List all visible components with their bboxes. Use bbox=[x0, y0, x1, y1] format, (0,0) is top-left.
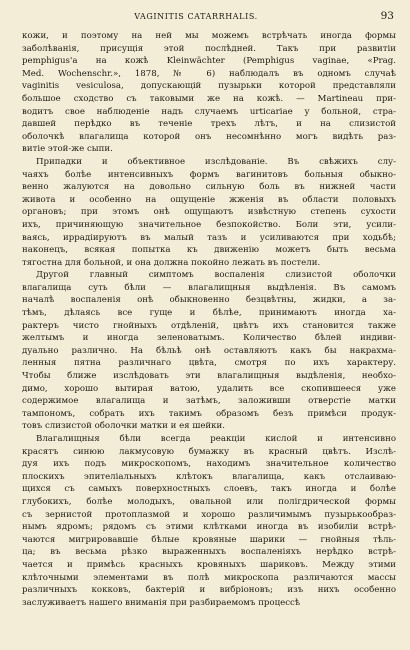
text-line: красятъ синюю лакмусовую бумажку въ красный цвѣтъ. Изслѣ- bbox=[22, 446, 396, 457]
text-line: нымъ ядромъ; рядомъ съ этими клѣтками иногда въ изобиліи встрѣ- bbox=[22, 522, 396, 533]
text-line: vaginitis vesiculosa, допускающій пузырьки которой представляли bbox=[22, 81, 396, 92]
text-line: Другой главный симптомъ воспаленія слизистой оболочки bbox=[36, 270, 396, 281]
body-text bbox=[22, 30, 396, 609]
running-head: VAGINITIS CATARRHALIS. bbox=[134, 12, 258, 21]
text-line: ца; въ весьма рѣзко выраженныхъ воспаленіяхъ нерѣдко встрѣ- bbox=[22, 547, 396, 558]
text-line: наконецъ, всякая попытка къ движенію можетъ быть весьма bbox=[22, 245, 396, 256]
text-line: желтымъ и иногда зеленоватымъ. Количество бѣлей индиви- bbox=[22, 333, 396, 344]
text-line: венно жалуются на довольно сильную боль въ нижней части bbox=[22, 182, 396, 193]
text-line: началѣ воспаленія онѣ обыкновенно безцвѣтны, жидки, а за- bbox=[22, 295, 396, 306]
text-line: различныхъ кокковъ, бактерій и вибріоновъ; изъ нихъ особенно bbox=[22, 585, 396, 596]
text-line: чаются мигрировавшіе бѣлые кровяные шарики — гнойныя тѣль- bbox=[22, 534, 396, 545]
text-line: ваясь, иррадіируютъ въ малый тазъ и усиливаются при ходьбѣ; bbox=[22, 232, 396, 243]
text-line: дуя ихъ подъ микроскопомъ, находимъ значительное количество bbox=[22, 459, 396, 470]
text-line: содержимое влагалища и затѣмъ, заложивши отверстіе матки bbox=[22, 396, 396, 407]
text-line: органовъ; при этомъ онѣ ощущаютъ извѣстную степень сухости bbox=[22, 207, 396, 218]
text-line: глубокихъ, болѣе молодыхъ, овальной или полігдрической формы bbox=[22, 496, 396, 507]
text-line: заболѣванія, присущія этой послѣдней. Такъ при развитіи bbox=[22, 43, 396, 54]
text-line: плоскихъ эпителіальныхъ клѣтокъ влагалища, какъ отслаиваю- bbox=[22, 471, 396, 482]
text-line: тѣмъ, дѣлаясь все гуще и бѣлѣе, принимаютъ иногда ха- bbox=[22, 308, 396, 319]
text-line: дуально различно. На бѣльѣ онѣ оставляютъ какъ бы накрахма- bbox=[22, 345, 396, 356]
text-line: водитъ свое наблюденіе надъ случаемъ urticariae у больной, стра- bbox=[22, 106, 396, 117]
text-line: тягостна для больной, и она должна покойно лежать въ постели. bbox=[22, 257, 321, 268]
text-line: ленныя пятна различнаго цвѣта, смотря по ихъ характеру. bbox=[22, 358, 396, 369]
text-line: клѣточными элементами въ полѣ микроскопа различаются массы bbox=[22, 572, 396, 583]
text-line: кожи, и поэтому на ней мы можемъ встрѣчать иногда формы bbox=[22, 31, 396, 41]
text-line: оболочкѣ влагалища которой онъ несомнѣнно могъ видѣть раз- bbox=[22, 131, 396, 142]
text-line: Чтобы ближе изслѣдовать эти влагалищныя выдѣленія, необхо- bbox=[22, 371, 396, 382]
text-line: тампономъ, собрать ихъ такимъ образомъ безъ примѣси продук- bbox=[22, 408, 396, 419]
text-line: pemphigus'а на кожѣ Kleinwächter (Pemphigus vaginae, «Prag. bbox=[22, 56, 396, 67]
text-line: съ зернистой протоплазмой и хорошо различимымъ пузырькообраз- bbox=[22, 509, 396, 520]
text-line: живота и особенно на ощущеніе жженія въ области половыхъ bbox=[22, 194, 396, 205]
text-line: влагалища суть бѣли — влагалищныя выдѣленія. Въ самомъ bbox=[22, 282, 396, 293]
text-line: чаяхъ болѣе интенсивныхъ формъ вагинитовъ больныя обыкно- bbox=[22, 169, 396, 180]
page-header bbox=[22, 10, 396, 26]
text-line: витіе этой-же сыпи. bbox=[22, 144, 113, 155]
text-line: Med. Wochenschr.», 1878, № 6) наблюдалъ въ одномъ случаѣ bbox=[22, 68, 396, 79]
text-line: Припадки и объективное изслѣдованіе. Въ свѣжихъ слу- bbox=[36, 156, 396, 167]
text-line: товъ слизистой оболочки матки и ея шейки. bbox=[22, 421, 225, 432]
text-line: давшей перѣдко въ теченіе трехъ лѣтъ, и на слизистой bbox=[22, 119, 396, 130]
text-line: заслуживаетъ нашего вниманія при разбираемомъ процессѣ bbox=[22, 597, 301, 608]
text-line: ихъ, причиняющую значительное безпокойство. Боли эти, усили- bbox=[22, 219, 396, 230]
text-line: щихся съ самыхъ поверхностныхъ слоевъ, такъ иногда и болѣе bbox=[22, 484, 396, 495]
text-line: рактеръ чисто гнойныхъ отдѣленій, цвѣтъ ихъ становится также bbox=[22, 320, 396, 331]
page-number: 93 bbox=[380, 10, 394, 22]
text-line: большое сходство съ таковыми же на кожѣ. — Martineau при- bbox=[22, 93, 396, 104]
text-line: Влагалищныя бѣли всегда реакціи кислой и интенсивно bbox=[36, 434, 396, 444]
text-line: чается и примѣсь красныхъ кровяныхъ шариковъ. Между этими bbox=[22, 559, 396, 570]
text-line: димо, хорошо вытирая ватою, удалить все скопившееся уже bbox=[22, 383, 396, 394]
